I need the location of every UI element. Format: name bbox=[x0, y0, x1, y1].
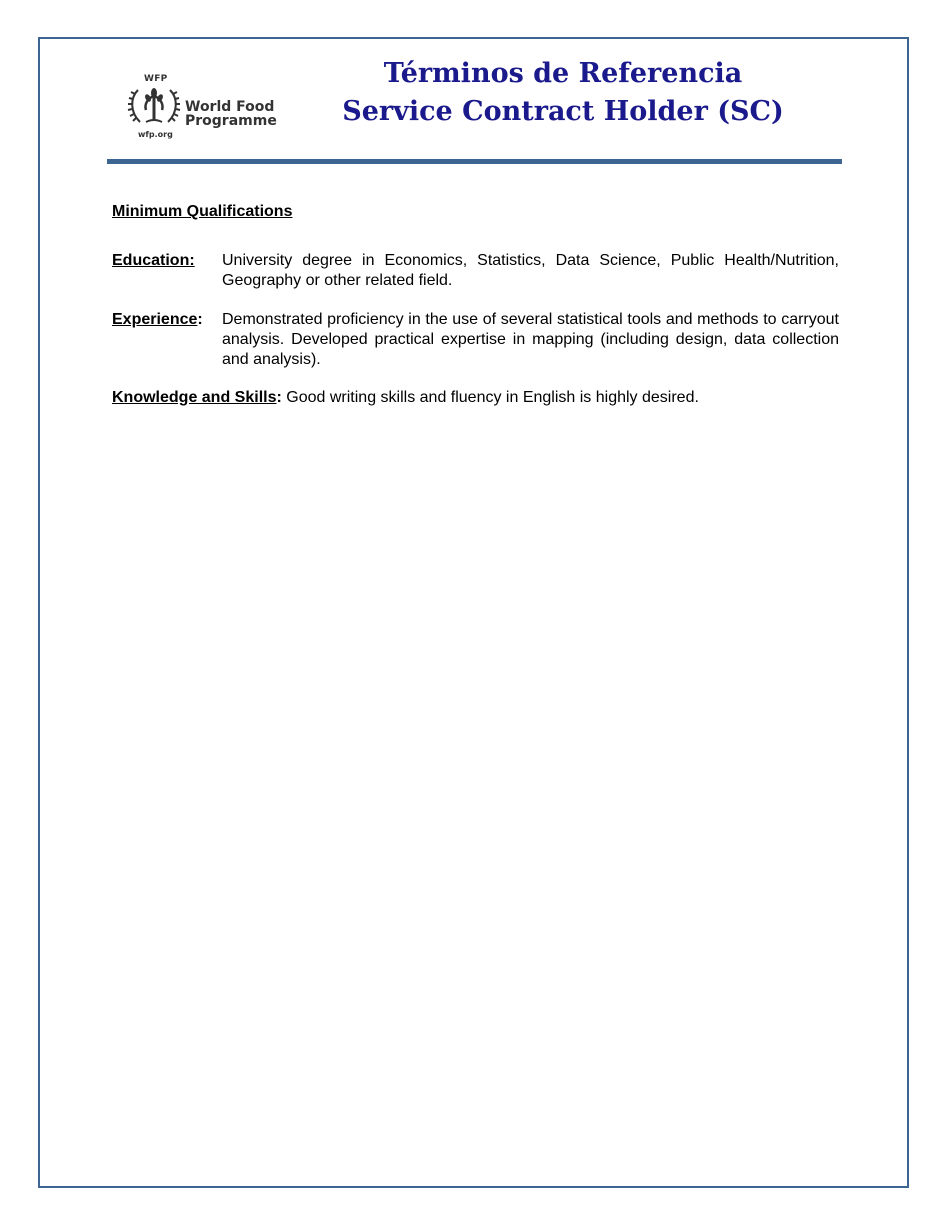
knowledge-skills-line bbox=[112, 389, 699, 407]
knowledge-label-text: Knowledge and Skills bbox=[112, 389, 277, 406]
education-text: University degree in Economics, Statistics, Data Science, Public Health/Nutrition, Geography or other related field. bbox=[222, 252, 839, 289]
logo-url: wfp.org bbox=[138, 130, 173, 139]
education-label bbox=[112, 252, 195, 270]
knowledge-text: Good writing skills and fluency in English is highly desired. bbox=[286, 389, 699, 406]
title-line-1: Términos de Referencia bbox=[383, 58, 743, 89]
header-divider bbox=[107, 159, 842, 164]
section-title: Minimum Qualifications bbox=[112, 203, 293, 220]
logo-name-line1: World Food bbox=[185, 99, 275, 115]
experience-label-text: Experience bbox=[112, 311, 198, 328]
logo-acronym: WFP bbox=[144, 74, 168, 84]
title-line-2: Service Contract Holder (SC) bbox=[342, 96, 784, 127]
knowledge-label bbox=[112, 389, 282, 406]
experience-label bbox=[112, 311, 203, 329]
logo-name-line2: Programme bbox=[185, 113, 277, 129]
logo-name bbox=[185, 100, 285, 128]
document-title bbox=[330, 55, 796, 131]
education-label-text: Education: bbox=[112, 252, 195, 269]
knowledge-label-colon: : bbox=[276, 389, 282, 406]
experience-label-colon: : bbox=[197, 311, 203, 328]
experience-text: Demonstrated proficiency in the use of several statistical tools and methods to carryout analysis. Developed practical expertise in mapping (including design, data collection and analysis). bbox=[222, 311, 839, 368]
wfp-logo bbox=[126, 72, 286, 144]
wfp-wheat-wreath-emblem-icon bbox=[126, 84, 182, 128]
